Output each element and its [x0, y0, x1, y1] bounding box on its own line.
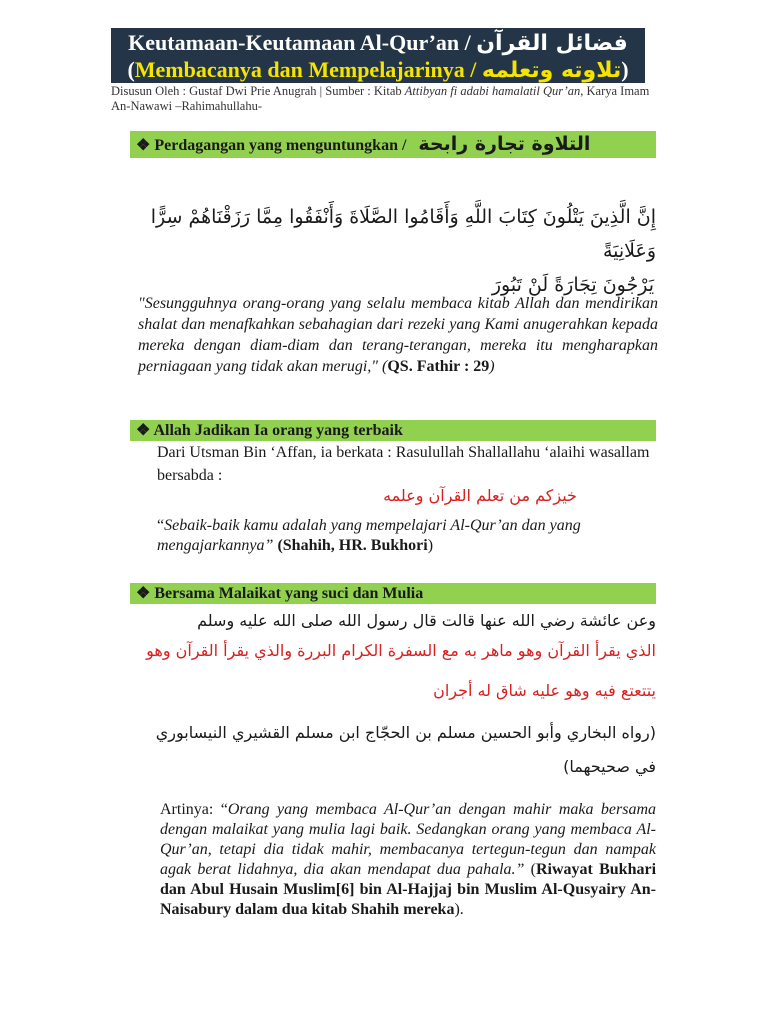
verse-translation: [138, 293, 658, 377]
section-heading-arabic: التلاوة تجارة رابحة: [418, 133, 591, 155]
hadith-narration: وعن عائشة رضي الله عنها قالت قال رسول الله صلى الله عليه وسلم: [197, 611, 656, 630]
artinya-reference: Riwayat Bukhari dan Abul Husain Muslim[6] bin Al-Hajjaj bin Muslim Al-Qusyairy An-Naisabury dalam dua kitab Shahih mereka: [160, 861, 657, 918]
artinya-separator: : “: [208, 801, 228, 818]
hadith-intro: Dari Utsman Bin ‘Affan, ia berkata : Rasulullah Shallallahu ‘alaihi wasallam bersabda :: [157, 444, 650, 484]
artinya-label: Artinya: [160, 801, 209, 818]
hadith-riwayat: (رواه البخاري وأبو الحسين مسلم بن الحجّاج ابن مسلم القشيري النيسابوري في صحيحهما): [155, 723, 656, 776]
verse-reference-close: ): [489, 358, 495, 375]
subtitle-open-paren: (: [127, 57, 135, 82]
document-subtitle: [111, 57, 645, 84]
section-heading-text: Allah Jadikan Ia orang yang terbaik: [153, 422, 403, 439]
byline-book: Attibyan fi adabi hamalatil Qur’an: [404, 84, 581, 98]
section-heading-trade: [130, 131, 656, 158]
hadith-text-line-2: يتتعتع فيه وهو عليه شاق له أجران: [433, 681, 656, 700]
subtitle-latin: Membacanya dan Mempelajarinya /: [134, 57, 482, 82]
hadith-meaning: [160, 800, 656, 920]
translation-text: "Sesungguhnya orang-orang yang selalu membaca kitab Allah dan mendirikan shalat dan menafkahkan sebahagian dari rezeki yang Kami anugerahkan kepada mereka dengan diam-diam dan terang-terangan, mereka itu mengharapkan perniagaan yang tidak akan merugi," (: [138, 295, 658, 375]
subtitle-arabic: تلاوته وتعلمه: [481, 58, 622, 83]
diamond-bullet-icon: ❖: [136, 585, 151, 602]
quran-verse: [130, 200, 656, 302]
translation-text: Sebaik-baik kamu adalah yang mempelajari Al-Qur’an dan yang mengajarkannya”: [157, 517, 581, 554]
verse-reference: QS. Fathir : 29: [387, 358, 490, 375]
section-heading-angels: [130, 583, 656, 604]
hadith-reference-close: ): [427, 537, 434, 554]
section-heading-latin: Perdagangan yang menguntungkan /: [154, 137, 407, 154]
title-arabic: فضائل القرآن: [476, 31, 628, 56]
section-heading-text: Bersama Malaikat yang suci dan Mulia: [154, 585, 424, 602]
byline-suffix: , Karya Imam An-Nawawi –Rahimahullahu-: [111, 84, 650, 113]
section-heading-best: [130, 420, 656, 441]
quote-open: “: [157, 517, 165, 534]
hadith-reference: (Shahih, HR. Bukhori: [273, 537, 428, 554]
subtitle-close-paren: ): [621, 57, 629, 82]
document-title: [111, 30, 645, 57]
artinya-text: Orang yang membaca Al-Qur’an dengan mahir maka bersama dengan malaikat yang mulia lagi baik. Sedangkan orang yang membaca Al-Qur’an, tetapi dia tidak mahir, membacanya tertegun-tegun dan nampak agak berat lidahnya, dia akan mendapat dua pahala.”: [160, 801, 657, 878]
hadith-translation: [157, 516, 657, 556]
title-latin: Keutamaan-Keutamaan Al-Qur’an /: [128, 30, 477, 55]
byline: [111, 84, 651, 114]
artinya-ref-close: ).: [454, 901, 464, 918]
byline-prefix: Disusun Oleh : Gustaf Dwi Prie Anugrah | Sumber : Kitab: [111, 84, 405, 98]
title-banner: [111, 28, 645, 83]
artinya-ref-open: (: [524, 861, 536, 878]
verse-line-2: يَرْجُونَ تِجَارَةً لَنْ تَبُورَ: [491, 274, 654, 296]
diamond-bullet-icon: ❖: [136, 137, 151, 154]
hadith-text-line-1: الذي يقرأ القرآن وهو ماهر به مع السفرة الكرام البررة والذي يقرأ القرآن وهو: [146, 641, 656, 660]
hadith-arabic: خيزكم من تعلم القرآن وعلمه: [383, 486, 577, 505]
verse-line-1: إِنَّ الَّذِينَ يَتْلُونَ كِتَابَ اللَّهِ وَأَقَامُوا الصَّلَاةَ وَأَنْفَقُوا مِمَّا رَزَقْنَاهُمْ سِرًّا وَعَلَانِيَةً: [150, 206, 656, 262]
diamond-bullet-icon: ❖: [136, 422, 151, 439]
